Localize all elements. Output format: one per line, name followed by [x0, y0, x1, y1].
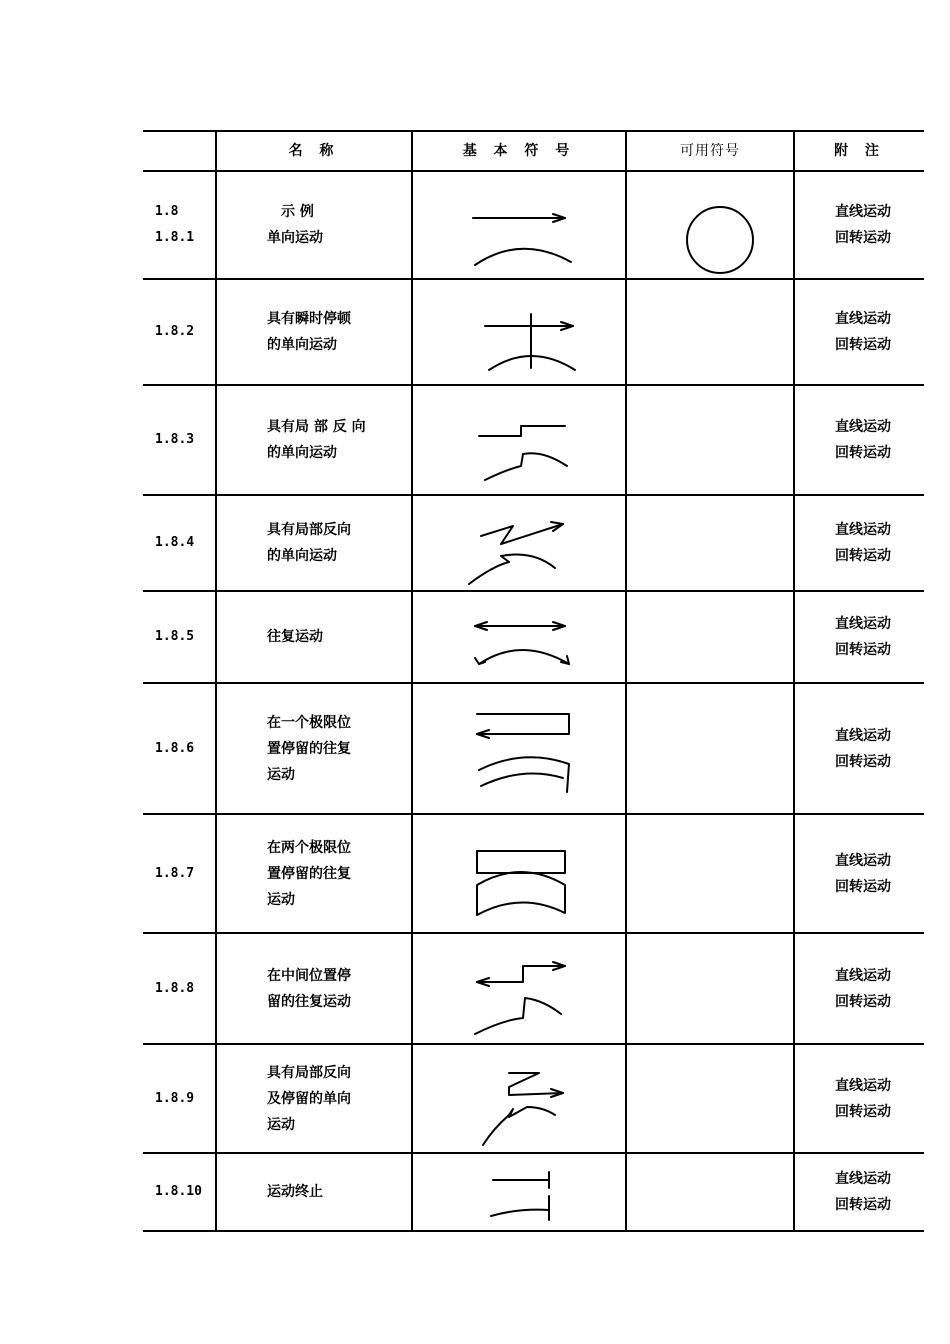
row-name-line: 的单向运动: [267, 445, 337, 461]
symbol-reciprocating-motion: [413, 592, 625, 682]
row-note-line: 回转运动: [835, 445, 891, 461]
table-column-rule: [793, 130, 795, 1232]
row-number: [155, 592, 221, 682]
row-name-line: 具有局部反向: [267, 1064, 351, 1081]
row-number: [155, 280, 221, 384]
row-note: [835, 592, 915, 682]
row-note-line: 直线运动: [835, 967, 891, 984]
row-name-line: 的单向运动: [267, 548, 337, 564]
row-note: [835, 386, 915, 494]
symbol-single-direction-with-partial-reverse-2: [413, 496, 625, 590]
row-name-line: 运动: [267, 891, 295, 908]
row-name-line: 置停留的往复: [267, 865, 351, 882]
row-note-line: 直线运动: [835, 616, 891, 632]
row-note-line: 回转运动: [835, 878, 891, 895]
row-note: [835, 280, 915, 384]
row-number: [155, 496, 221, 590]
symbol-table: [143, 130, 924, 1234]
row-number: [155, 172, 221, 278]
row-note-line: 直线运动: [835, 311, 891, 327]
row-number-line: 1.8.5: [155, 629, 195, 644]
table-column-rule: [625, 130, 627, 1232]
row-name-line: 运动: [267, 766, 295, 783]
row-note: [835, 815, 915, 932]
row-note-line: 回转运动: [835, 548, 891, 564]
row-number-line: 1.8: [155, 204, 179, 219]
symbol-single-direction-with-partial-reverse: [413, 386, 625, 494]
row-note-line: 直线运动: [835, 727, 891, 744]
row-name-line: 具有局 部 反 向: [267, 419, 366, 435]
symbol-reciprocating-stop-middle: [413, 934, 625, 1043]
header-basic-symbol: 基 本 符 号: [462, 143, 576, 159]
row-note-line: 回转运动: [835, 230, 891, 246]
row-number-line: 1.8.9: [155, 1090, 195, 1106]
row-note-line: 直线运动: [835, 522, 891, 538]
row-note-line: 回转运动: [835, 337, 891, 353]
row-number: [155, 684, 221, 813]
row-number-line: 1.8.7: [155, 865, 195, 881]
row-name: [267, 815, 417, 932]
row-note-line: 直线运动: [835, 852, 891, 869]
row-note-line: 直线运动: [835, 1077, 891, 1094]
row-number-line: 1.8.4: [155, 535, 195, 550]
row-number-line: 1.8.3: [155, 432, 195, 447]
row-name-line: 置停留的往复: [267, 740, 351, 757]
row-name: [267, 684, 417, 813]
row-note: [835, 1154, 915, 1230]
row-name-line: 示 例: [281, 204, 314, 220]
row-name-line: 在中间位置停: [267, 967, 351, 984]
row-name-line: 在一个极限位: [267, 714, 351, 731]
row-name-line: 具有局部反向: [267, 522, 351, 538]
symbol-motion-termination: [413, 1154, 625, 1230]
symbol-single-direction-motion: [413, 172, 625, 278]
row-name: [267, 172, 417, 278]
row-name-line: 在两个极限位: [267, 839, 351, 856]
row-note-line: 回转运动: [835, 642, 891, 658]
row-name-line: 单向运动: [267, 230, 323, 246]
symbol-single-direction-with-momentary-stop: [413, 280, 625, 384]
row-name: [267, 386, 417, 494]
row-note-line: 直线运动: [835, 1171, 891, 1187]
table-rule: [143, 1230, 924, 1232]
row-name: [267, 496, 417, 590]
row-name: [267, 280, 417, 384]
header-note: 附 注: [834, 143, 885, 159]
row-name-line: 运动终止: [267, 1184, 323, 1200]
row-name: [267, 1045, 417, 1152]
row-name: [267, 592, 417, 682]
symbol-single-direction-partial-reverse-and-stop: [413, 1045, 625, 1152]
symbol-reciprocating-stop-two-limits: [413, 815, 625, 932]
row-note-line: 直线运动: [835, 204, 891, 220]
row-number: [155, 1154, 221, 1230]
row-note-line: 回转运动: [835, 753, 891, 770]
header-available-symbol: 可用符号: [680, 143, 740, 159]
row-number-line: 1.8.10: [155, 1184, 202, 1199]
row-note: [835, 1045, 915, 1152]
row-note: [835, 496, 915, 590]
row-name-line: 具有瞬时停顿: [267, 311, 351, 327]
available-symbol-circle: [628, 172, 795, 278]
row-note-line: 回转运动: [835, 993, 891, 1010]
row-name-line: 运动: [267, 1116, 295, 1133]
row-number: [155, 386, 221, 494]
row-number: [155, 1045, 221, 1152]
row-note: [835, 684, 915, 813]
row-number-line: 1.8.8: [155, 980, 195, 996]
row-name-line: 留的往复运动: [267, 993, 351, 1010]
row-number-line: 1.8.2: [155, 324, 195, 339]
row-note-line: 直线运动: [835, 419, 891, 435]
row-note: [835, 934, 915, 1043]
row-number: [155, 815, 221, 932]
row-name: [267, 1154, 417, 1230]
row-number-line: 1.8.6: [155, 740, 195, 756]
row-name-line: 及停留的单向: [267, 1090, 351, 1107]
header-name: 名 称: [288, 143, 340, 159]
row-number-line: 1.8.1: [155, 230, 195, 245]
row-name-line: 往复运动: [267, 629, 323, 645]
row-note-line: 回转运动: [835, 1197, 891, 1213]
symbol-reciprocating-stop-one-limit: [413, 684, 625, 813]
row-name-line: 的单向运动: [267, 337, 337, 353]
row-name: [267, 934, 417, 1043]
row-note: [835, 172, 915, 278]
row-note-line: 回转运动: [835, 1103, 891, 1120]
row-number: [155, 934, 221, 1043]
